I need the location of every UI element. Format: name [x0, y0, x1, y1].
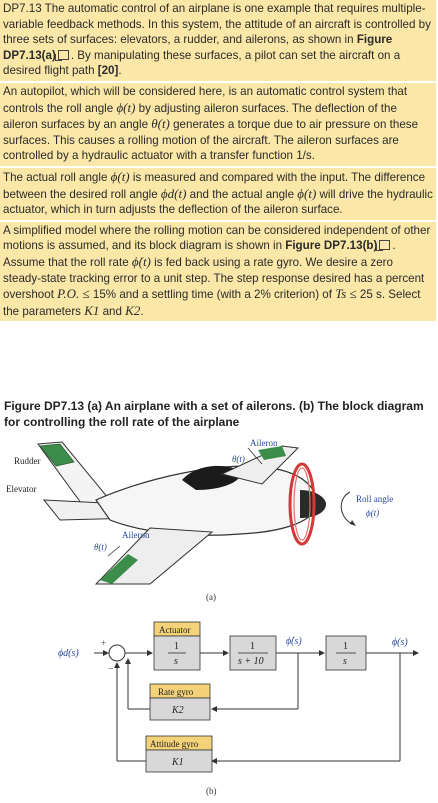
text-span: 25 s. Select the parameters	[3, 288, 421, 318]
text-span: . By manipulating these surfaces, a pilot can set the aircraft on a desired flight path	[3, 48, 401, 78]
math-k2: K2	[125, 302, 141, 318]
text-span: An autopilot, which will be considered here, is an automatic control system that controls the roll angle	[3, 84, 408, 115]
plant-num: 1	[250, 641, 255, 652]
text-span: generates a torque due to air pressure on these surfaces. This causes a rolling motion of the aircraft. The aileron surfaces are controlled by a hydraulic actuator with a transfer function 1/s.	[3, 118, 419, 163]
integrator-den: s	[343, 656, 347, 667]
paragraph-2	[0, 83, 436, 166]
math-k1: K1	[84, 302, 100, 318]
math-phi-t: ϕ(t)	[297, 185, 317, 201]
math-ts: Ts ≤	[335, 286, 357, 302]
math-phi-t: ϕ(t)	[116, 99, 136, 115]
integrator-num: 1	[343, 641, 348, 652]
paragraph-1	[0, 0, 436, 81]
attitude-gyro-title: Attitude gyro	[150, 739, 199, 749]
rate-gyro-title: Rate gyro	[158, 687, 194, 697]
attitude-gyro-gain: K1	[172, 757, 184, 768]
block-diagram	[0, 612, 438, 800]
elevator-label: Elevator	[6, 484, 37, 494]
popout-icon[interactable]	[379, 240, 390, 250]
theta-top-label: θ(t)	[232, 454, 245, 464]
text-span: .	[118, 64, 122, 78]
roll-angle-label: Roll angle	[356, 494, 394, 504]
text-span: .	[140, 304, 144, 318]
text-span: will drive the hydraulic actuator, which in turn adjusts the deflection of the aileron surface.	[3, 187, 433, 217]
figure-link-b[interactable]	[285, 239, 392, 252]
input-label: ϕd(s)	[58, 648, 79, 659]
text-span: 15% and a settling time (with a 2% criterion) of	[89, 288, 336, 302]
theta-bottom-label: θ(t)	[94, 542, 107, 552]
aileron-bottom-label: Aileron	[122, 530, 150, 540]
figure-link-text: Figure DP7.13(b)	[285, 239, 378, 253]
phi-label: ϕ(t)	[366, 508, 380, 518]
plus-sign: +	[101, 638, 107, 648]
text-span: is measured and compared with the input. The difference between the desired roll angle	[3, 170, 426, 201]
figure-link-text: Figure DP7.13(a)	[3, 33, 393, 62]
figure-a-sublabel: (a)	[206, 592, 216, 602]
math-po: P.O. ≤	[57, 286, 90, 302]
output-label: ϕ(s)	[392, 637, 408, 648]
aileron-top-label: Aileron	[250, 438, 278, 448]
text-span: by adjusting aileron surfaces. The deflection of the aileron surfaces by an angle	[3, 101, 397, 132]
popout-icon[interactable]	[58, 50, 69, 60]
figure-caption: Figure DP7.13 (a) An airplane with a set of ailerons. (b) The block diagram for controlling the roll rate of the airplane	[4, 399, 424, 429]
actuator-title: Actuator	[159, 625, 191, 635]
actuator-den: s	[174, 656, 178, 667]
math-phi-t: ϕ(t)	[110, 168, 130, 184]
math-phi-d: ϕd(t)	[160, 185, 187, 201]
text-span: is fed back using a rate gyro. We desire a zero steady-state tracking error to a unit step. The step response desired has a percent overshoot	[3, 255, 425, 302]
rudder-label: Rudder	[14, 456, 41, 466]
figure-b-sublabel: (b)	[206, 786, 217, 796]
text-span: A simplified model where the rolling motion can be considered independent of other motions is assumed, and its block diagram is shown in	[3, 223, 431, 253]
paragraph-3	[0, 168, 436, 220]
text-span: DP7.13 The automatic control of an airplane is one example that requires multiple-variable feedback methods. In this system, the attitude of an aircraft is controlled by three sets of surfaces: elevators, a rudder, and ailerons, as shown in	[3, 2, 431, 47]
text-span: and the actual angle	[186, 187, 298, 201]
airplane-illustration	[0, 434, 438, 604]
text-span: . Assume that the roll rate	[3, 239, 396, 269]
phidot-label: ϕ̇(s)	[286, 636, 302, 647]
math-theta-t: θ(t)	[151, 116, 170, 132]
actuator-num: 1	[174, 641, 179, 652]
problem-text	[0, 0, 436, 323]
text-span: The actual roll angle	[3, 170, 111, 184]
math-phi-dot: ϕ̇(t)	[131, 253, 151, 269]
minus-sign: −	[108, 664, 114, 675]
rate-gyro-gain: K2	[172, 705, 184, 716]
plant-den: s + 10	[238, 656, 264, 667]
text-span: and	[99, 304, 126, 318]
summing-junction	[109, 645, 125, 661]
citation-link[interactable]: [20]	[97, 64, 119, 78]
paragraph-4	[0, 222, 436, 322]
